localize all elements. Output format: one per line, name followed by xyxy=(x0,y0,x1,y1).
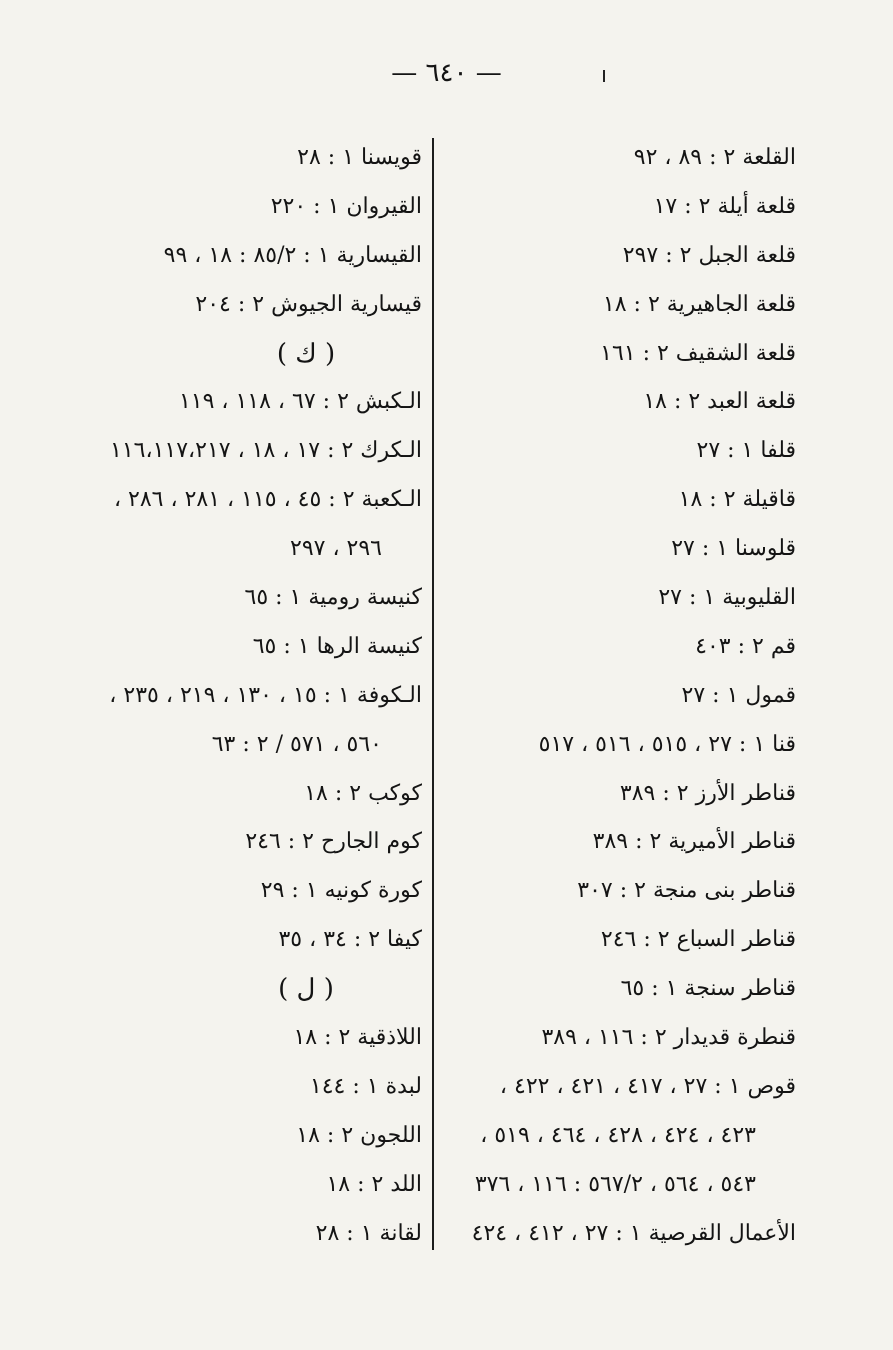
index-entry: قم ٢ : ٤٠٣ xyxy=(695,633,796,659)
index-entry: الـكبش ٢ : ٦٧ ، ١١٨ ، ١١٩ xyxy=(178,389,422,415)
index-entry: قويسنا ١ : ٢٨ xyxy=(297,145,422,170)
index-entry-continuation: ٤٢٣ ، ٤٢٤ ، ٤٢٨ ، ٤٦٤ ، ٥١٩ ، xyxy=(480,1122,756,1148)
section-letter-heading: ( ك ) xyxy=(276,338,336,369)
index-entry: قلعة الشقيف ٢ : ١٦١ xyxy=(600,340,796,366)
index-entry-continuation: ٥٤٣ ، ٥٦٤ ، ٥٦٧/٢ : ١١٦ ، ٣٧٦ xyxy=(474,1171,756,1197)
index-entry: قاقيلة ٢ : ١٨ xyxy=(678,487,796,513)
index-entry: قمول ١ : ٢٧ xyxy=(681,682,796,708)
index-entry: كنيسة رومية ١ : ٦٥ xyxy=(244,585,422,611)
index-column-left xyxy=(70,134,422,1258)
index-entry: اللد ٢ : ١٨ xyxy=(326,1171,422,1197)
index-entry: اللاذقية ٢ : ١٨ xyxy=(293,1025,422,1051)
column-divider xyxy=(432,138,434,1250)
page-number: — ٦٤٠ — xyxy=(391,58,502,88)
index-entry: القلعة ٢ : ٨٩ ، ٩٢ xyxy=(633,145,796,170)
index-entry: الأعمال القرصية ١ : ٢٧ ، ٤١٢ ، ٤٢٤ xyxy=(471,1220,796,1246)
index-entry: قيسارية الجيوش ٢ : ٢٠٤ xyxy=(195,291,422,317)
index-entry: قناطر الأرز ٢ : ٣٨٩ xyxy=(619,780,796,806)
index-entry: كوكب ٢ : ١٨ xyxy=(304,780,422,806)
index-entry: الـكعبة ٢ : ٤٥ ، ١١٥ ، ٢٨١ ، ٢٨٦ ، xyxy=(113,487,422,513)
index-entry: قناطر الأميرية ٢ : ٣٨٩ xyxy=(592,829,796,855)
index-entry: كيفا ٢ : ٣٤ ، ٣٥ xyxy=(278,927,422,953)
section-letter-heading: ( ل ) xyxy=(278,974,334,1005)
index-entry: القليوبية ١ : ٢٧ xyxy=(658,585,796,611)
index-entry: قنا ١ : ٢٧ ، ٥١٥ ، ٥١٦ ، ٥١٧ xyxy=(538,731,796,757)
index-entry: قلعة أيلة ٢ : ١٧ xyxy=(653,193,796,219)
index-entry: قلوسنا ١ : ٢٧ xyxy=(671,536,796,562)
index-entry: قوص ١ : ٢٧ ، ٤١٧ ، ٤٢١ ، ٤٢٢ ، xyxy=(499,1073,796,1099)
print-mark xyxy=(603,70,605,82)
index-entry: اللجون ٢ : ١٨ xyxy=(296,1122,422,1148)
index-column-right xyxy=(446,134,796,1258)
index-entry: لقانة ١ : ٢٨ xyxy=(315,1220,422,1246)
index-entry: لبدة ١ : ١٤٤ xyxy=(309,1073,422,1099)
index-entry: قناطر بنى منجة ٢ : ٣٠٧ xyxy=(577,878,796,904)
index-entry: القيسارية ١ : ٨٥/٢ : ١٨ ، ٩٩ xyxy=(163,242,422,268)
index-entry: قنطرة قديدار ٢ : ١١٦ ، ٣٨٩ xyxy=(541,1025,796,1051)
index-entry: كورة كونيه ١ : ٢٩ xyxy=(260,878,422,904)
index-entry-continuation: ٢٩٦ ، ٢٩٧ xyxy=(290,536,382,562)
index-entry: قناطر سنجة ١ : ٦٥ xyxy=(620,976,796,1002)
index-entry: القيروان ١ : ٢٢٠ xyxy=(270,193,422,219)
index-entry: قلعة الجاهيرية ٢ : ١٨ xyxy=(602,291,796,317)
index-entry: قلعة العبد ٢ : ١٨ xyxy=(643,389,796,415)
index-entry: قناطر السباع ٢ : ٢٤٦ xyxy=(600,927,796,953)
index-entry: كوم الجارح ٢ : ٢٤٦ xyxy=(245,829,422,855)
index-entry: الـكرك ٢ : ١٧ ، ١٨ ، ١١٦،١١٧،٢١٧ xyxy=(110,438,422,464)
index-entry: قلعة الجبل ٢ : ٢٩٧ xyxy=(622,242,796,268)
index-entry: كنيسة الرها ١ : ٦٥ xyxy=(252,633,422,659)
index-entry: قلفا ١ : ٢٧ xyxy=(696,438,796,464)
index-entry: الـكوفة ١ : ١٥ ، ١٣٠ ، ٢١٩ ، ٢٣٥ ، xyxy=(109,682,422,708)
index-entry-continuation: ٥٦٠ ، ٥٧١ / ٢ : ٦٣ xyxy=(211,731,382,757)
